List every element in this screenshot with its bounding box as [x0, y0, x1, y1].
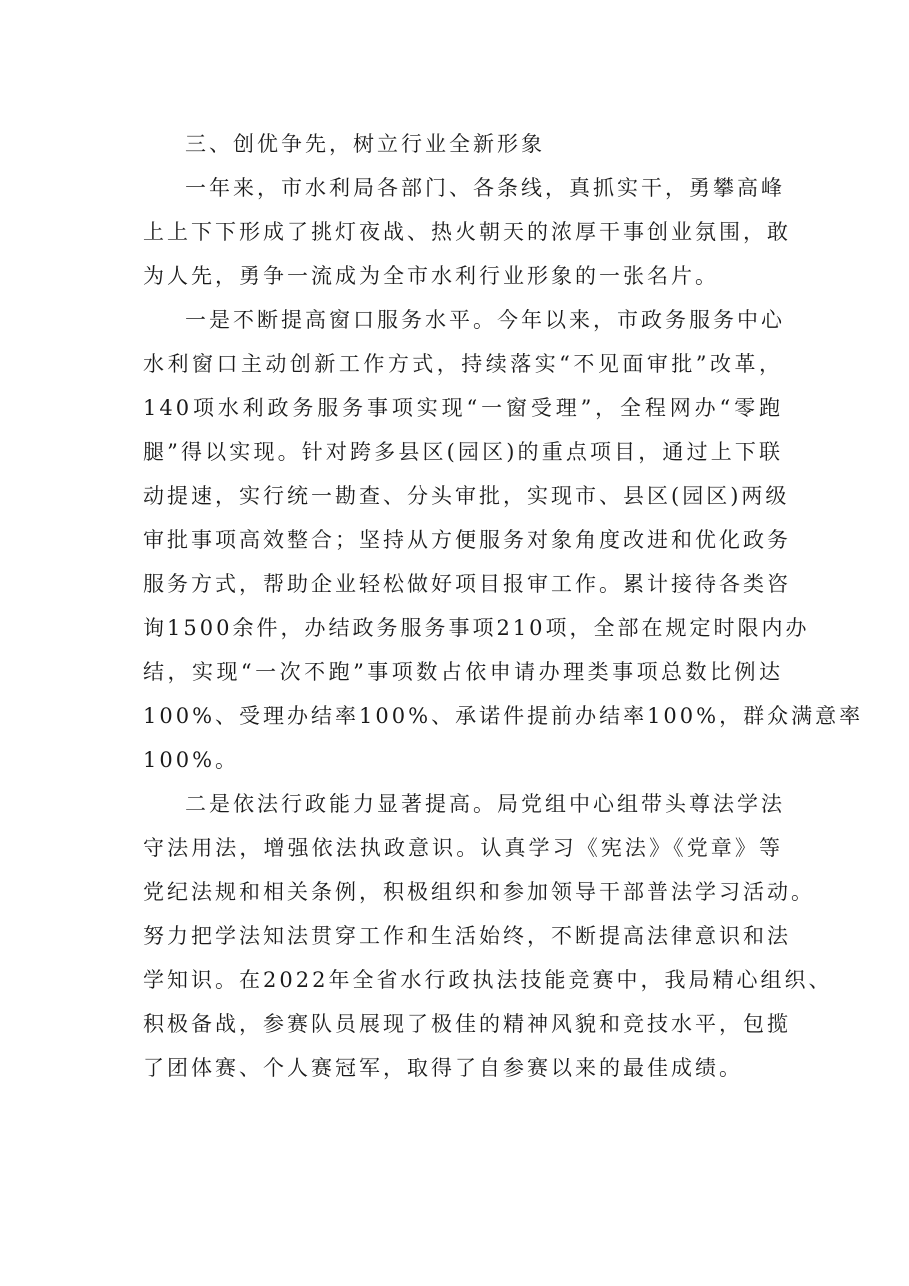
paragraph-line: 守法用法，增强依法执政意识。认真学习《宪法》《党章》等	[143, 836, 783, 860]
section-heading: 三、创优争先，树立行业全新形象	[185, 132, 545, 156]
paragraph-line: 审批事项高效整合；坚持从方便服务对象角度改进和优化政务	[143, 528, 791, 552]
paragraph-line: 努力把学法知法贯穿工作和生活始终，不断提高法律意识和法	[143, 924, 791, 948]
paragraph-line: 一年来，市水利局各部门、各条线，真抓实干，勇攀高峰	[185, 176, 785, 200]
paragraph-line: 100%、受理办结率100%、承诺件提前办结率100%，群众满意率	[143, 704, 864, 728]
paragraph-line: 动提速，实行统一勘查、分头审批，实现市、县区(园区)两级	[143, 484, 790, 508]
paragraph-line: 上上下下形成了挑灯夜战、热火朝天的浓厚干事创业氛围，敢	[143, 220, 791, 244]
paragraph-line: 腿”得以实现。针对跨多县区(园区)的重点项目，通过上下联	[143, 440, 783, 464]
paragraph-line: 一是不断提高窗口服务水平。今年以来，市政务服务中心	[185, 308, 785, 332]
paragraph-line: 结，实现“一次不跑”事项数占依申请办理类事项总数比例达	[143, 660, 783, 684]
paragraph-line: 为人先，勇争一流成为全市水利行业形象的一张名片。	[143, 264, 719, 288]
paragraph-line: 140项水利政务服务事项实现“一窗受理”，全程网办“零跑	[143, 396, 783, 420]
paragraph-line: 积极备战，参赛队员展现了极佳的精神风貌和竞技水平，包揽	[143, 1012, 791, 1036]
paragraph-line: 二是依法行政能力显著提高。局党组中心组带头尊法学法	[185, 792, 785, 816]
paragraph-line: 询1500余件，办结政务服务事项210项，全部在规定时限内办	[143, 616, 810, 640]
paragraph-line: 党纪法规和相关条例，积极组织和参加领导干部普法学习活动。	[143, 880, 815, 904]
paragraph-line: 学知识。在2022年全省水行政执法技能竞赛中，我局精心组织、	[143, 968, 833, 992]
document-body	[143, 122, 864, 1090]
paragraph-line: 服务方式，帮助企业轻松做好项目报审工作。累计接待各类咨	[143, 572, 791, 596]
paragraph-line: 水利窗口主动创新工作方式，持续落实“不见面审批”改革，	[143, 352, 783, 376]
paragraph-line: 100%。	[143, 748, 240, 772]
paragraph-line: 了团体赛、个人赛冠军，取得了自参赛以来的最佳成绩。	[143, 1056, 743, 1080]
